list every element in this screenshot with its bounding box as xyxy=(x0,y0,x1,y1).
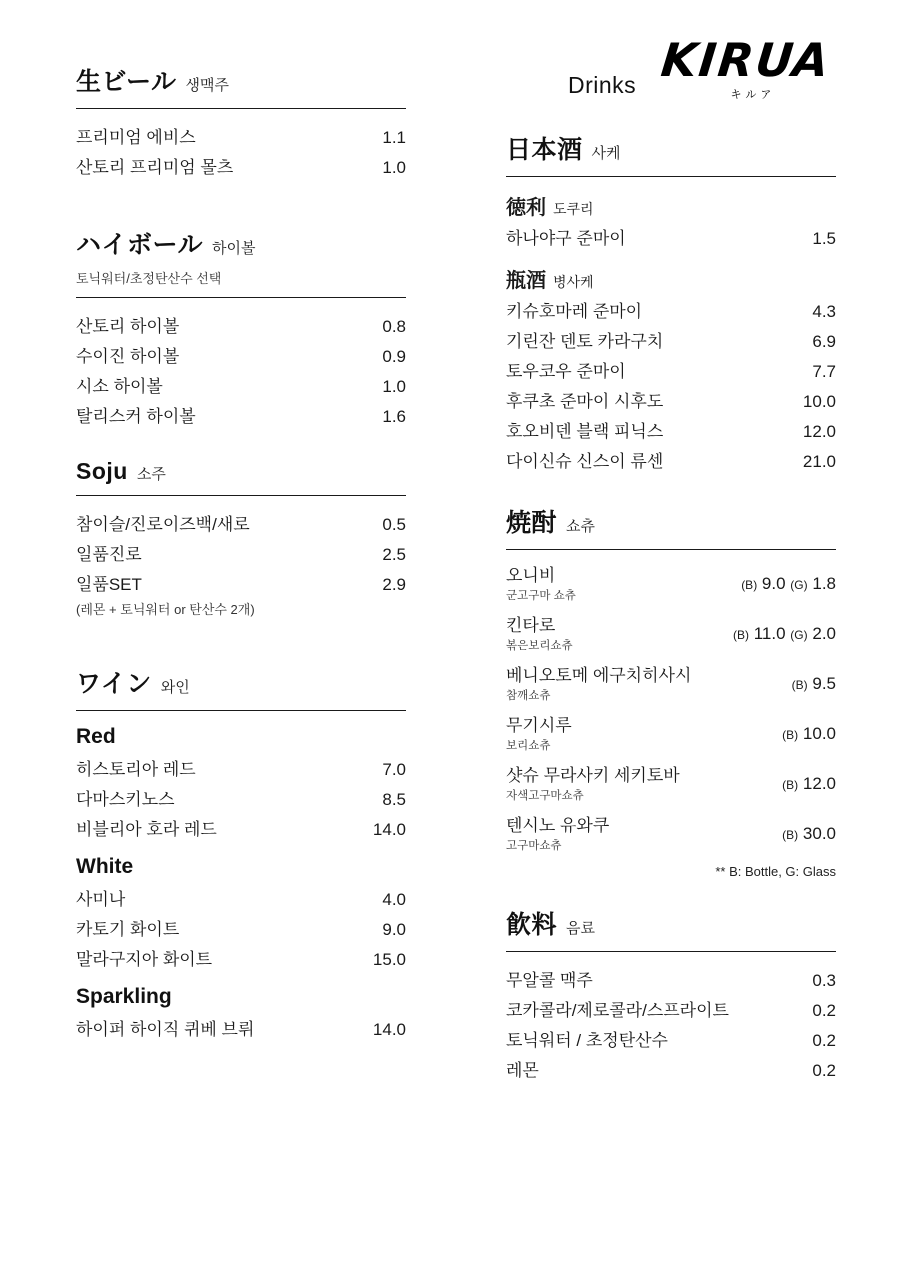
section-soju-title-en: Soju xyxy=(76,458,128,484)
item-price: 12.0 xyxy=(802,422,836,441)
menu-item xyxy=(76,885,406,915)
item-subtitle: 군고구마 쇼츄 xyxy=(506,590,576,602)
item-name: 킨타로 xyxy=(506,616,556,635)
item-price: 2.9 xyxy=(382,575,406,594)
divider xyxy=(76,108,406,109)
item-name: 프리미엄 에비스 xyxy=(76,128,196,147)
section-sake-title-kr: 사케 xyxy=(591,145,621,162)
section-sake-title-jp: 日本酒 xyxy=(506,136,583,164)
section-soft-drinks-title-kr: 음료 xyxy=(566,920,595,937)
item-price: 21.0 xyxy=(802,452,836,471)
item-price: 2.5 xyxy=(382,545,406,564)
item-name: 사미나 xyxy=(76,890,126,909)
item-name: 하나야구 준마이 xyxy=(506,229,626,248)
menu-item xyxy=(76,540,406,570)
item-price: 1.5 xyxy=(812,229,836,248)
item-price: 9.0 xyxy=(382,920,406,939)
item-name: 토닉워터 / 초정탄산수 xyxy=(506,1031,668,1050)
menu-item xyxy=(506,614,836,654)
section-draft-beer-heading xyxy=(76,62,406,98)
item-prices xyxy=(741,564,836,594)
item-name: 코카콜라/제로콜라/스프라이트 xyxy=(506,1001,729,1020)
spacer xyxy=(506,254,836,264)
section-shochu-title-jp: 焼酎 xyxy=(506,509,558,537)
item-name: 시소 하이볼 xyxy=(76,377,163,396)
item-name: 히스토리아 레드 xyxy=(76,760,196,779)
section-wine-title-kr: 와인 xyxy=(160,679,190,696)
bottle-price: 11.0 xyxy=(753,624,786,643)
brand-logo xyxy=(656,33,836,102)
menu-item xyxy=(506,1026,836,1056)
section-highball-heading xyxy=(76,225,406,261)
shochu-footnote: ** B: Bottle, G: Glass xyxy=(715,864,836,879)
section-sake-heading xyxy=(506,130,836,166)
item-price: 0.5 xyxy=(382,515,406,534)
section-wine-title-jp: ワイン xyxy=(76,670,152,698)
menu-item xyxy=(506,447,836,477)
wine-group-red-label: Red xyxy=(76,725,116,748)
glass-tag: (G) xyxy=(790,628,808,642)
sake-group-bottle-kr: 병사케 xyxy=(553,274,594,290)
item-name: 샷슈 무라사키 세키토바 xyxy=(506,766,680,785)
section-wine xyxy=(76,664,406,1045)
item-name: 다마스키노스 xyxy=(76,790,175,809)
bottle-tag: (B) xyxy=(741,578,758,592)
item-name: 카토기 화이트 xyxy=(76,920,180,939)
item-name: 산토리 프리미엄 몰츠 xyxy=(76,158,234,177)
item-subtitle: 참깨쇼츄 xyxy=(506,690,551,702)
glass-price: 2.0 xyxy=(812,624,836,643)
item-price: 14.0 xyxy=(372,1020,406,1039)
item-price: 1.1 xyxy=(382,128,406,147)
menu-item xyxy=(76,342,406,372)
sake-group-bottle-jp: 瓶酒 xyxy=(506,270,546,292)
menu-item xyxy=(76,570,406,600)
menu-item xyxy=(506,714,836,754)
drinks-title: Drinks xyxy=(568,72,637,98)
divider xyxy=(76,710,406,711)
item-price: 7.0 xyxy=(382,760,406,779)
menu-item xyxy=(506,327,836,357)
item-name: 호오비덴 블랙 피닉스 xyxy=(506,422,664,441)
item-name: 비블리아 호라 레드 xyxy=(76,820,217,839)
sake-group-bottle-label xyxy=(506,264,836,293)
item-price: 1.6 xyxy=(382,407,406,426)
section-draft-beer-title-jp: 生ビール xyxy=(76,68,177,96)
spacer xyxy=(506,477,836,503)
section-highball-title-kr: 하이볼 xyxy=(212,240,256,257)
menu-item xyxy=(76,815,406,845)
glass-tag: (G) xyxy=(790,578,808,592)
section-soju-heading xyxy=(76,458,406,485)
bottle-price: 9.5 xyxy=(812,674,836,693)
section-shochu-heading xyxy=(506,503,836,539)
item-price: 0.2 xyxy=(812,1031,836,1050)
section-shochu-title-kr: 쇼츄 xyxy=(566,518,595,535)
menu-item xyxy=(76,785,406,815)
section-draft-beer xyxy=(76,62,406,183)
item-price: 0.8 xyxy=(382,317,406,336)
item-subtitle: 볶은보리쇼츄 xyxy=(506,640,573,652)
bottle-price: 10.0 xyxy=(802,724,836,743)
section-wine-heading xyxy=(76,664,406,700)
spacer xyxy=(76,622,406,664)
menu-item xyxy=(506,1056,836,1086)
brand-logo-text: KIRUA xyxy=(658,33,834,87)
bottle-price: 30.0 xyxy=(802,824,836,843)
bottle-tag: (B) xyxy=(791,678,808,692)
item-name: 수이진 하이볼 xyxy=(76,347,180,366)
spacer xyxy=(76,183,406,225)
item-price: 0.3 xyxy=(812,971,836,990)
bottle-tag: (B) xyxy=(782,728,799,742)
item-price: 1.0 xyxy=(382,377,406,396)
divider xyxy=(506,951,836,952)
soju-set-note: (레몬 + 토닉워터 or 탄산수 2개) xyxy=(76,602,255,617)
section-shochu xyxy=(506,503,836,879)
menu-item xyxy=(76,402,406,432)
menu-item xyxy=(506,564,836,604)
right-column xyxy=(506,130,836,1086)
menu-item xyxy=(506,387,836,417)
bottle-price: 9.0 xyxy=(761,574,786,593)
item-name: 하이퍼 하이직 퀴베 브뤼 xyxy=(76,1020,255,1039)
item-prices xyxy=(792,664,836,694)
item-price: 10.0 xyxy=(802,392,836,411)
item-prices xyxy=(782,764,836,794)
item-name: 일품SET xyxy=(76,575,142,594)
item-subtitle: 보리쇼츄 xyxy=(506,740,551,752)
item-price: 0.9 xyxy=(382,347,406,366)
menu-item xyxy=(76,123,406,153)
section-soft-drinks-title-jp: 飮料 xyxy=(506,911,558,939)
item-name: 텐시노 유와쿠 xyxy=(506,816,610,835)
item-price: 7.7 xyxy=(812,362,836,381)
menu-item xyxy=(506,996,836,1026)
item-price: 0.2 xyxy=(812,1001,836,1020)
section-draft-beer-title-kr: 생맥주 xyxy=(185,77,229,94)
divider xyxy=(506,176,836,177)
section-highball-note: 토닉워터/초정탄산수 선택 xyxy=(76,271,222,286)
item-name: 레몬 xyxy=(506,1061,539,1080)
glass-price: 1.8 xyxy=(812,574,836,593)
menu-item xyxy=(506,357,836,387)
item-name: 다이신슈 신스이 류센 xyxy=(506,452,664,471)
menu-item xyxy=(506,664,836,704)
wine-group-sparkling-label: Sparkling xyxy=(76,985,172,1008)
item-name: 참이슬/진로이즈백/새로 xyxy=(76,515,250,534)
section-soju xyxy=(76,458,406,620)
menu-item xyxy=(506,297,836,327)
menu-item xyxy=(506,224,836,254)
bottle-tag: (B) xyxy=(733,628,749,642)
spacer xyxy=(506,879,836,905)
bottle-tag: (B) xyxy=(782,778,799,792)
item-prices xyxy=(782,814,836,844)
wine-group-white-label: White xyxy=(76,855,134,878)
spacer xyxy=(76,432,406,458)
item-subtitle: 자색고구마쇼츄 xyxy=(506,790,584,802)
bottle-price: 12.0 xyxy=(802,774,836,793)
item-name: 산토리 하이볼 xyxy=(76,317,180,336)
item-price: 8.5 xyxy=(382,790,406,809)
menu-item xyxy=(76,312,406,342)
divider xyxy=(76,495,406,496)
menu-item xyxy=(76,372,406,402)
bottle-tag: (B) xyxy=(782,828,799,842)
item-name: 무기시루 xyxy=(506,716,572,735)
menu-item xyxy=(76,153,406,183)
menu-item xyxy=(506,966,836,996)
left-column xyxy=(76,62,406,1045)
item-name: 일품진로 xyxy=(76,545,142,564)
menu-item xyxy=(76,755,406,785)
menu-item xyxy=(76,915,406,945)
divider xyxy=(506,549,836,550)
item-price: 4.0 xyxy=(382,890,406,909)
section-highball-title-jp: ハイボール xyxy=(76,231,204,259)
section-soft-drinks-heading xyxy=(506,905,836,941)
sake-group-tokkuri-label xyxy=(506,191,836,220)
item-name: 후쿠초 준마이 시후도 xyxy=(506,392,664,411)
item-name: 오니비 xyxy=(506,566,556,585)
divider xyxy=(76,297,406,298)
menu-item xyxy=(76,1015,406,1045)
section-soft-drinks xyxy=(506,905,836,1086)
item-price: 4.3 xyxy=(812,302,836,321)
menu-item xyxy=(76,945,406,975)
item-price: 1.0 xyxy=(382,158,406,177)
menu-item xyxy=(76,510,406,540)
section-highball xyxy=(76,225,406,432)
item-subtitle: 고구마쇼츄 xyxy=(506,840,562,852)
item-prices xyxy=(782,714,836,744)
section-sake xyxy=(506,130,836,477)
item-name: 베니오토메 에구치히사시 xyxy=(506,666,692,685)
sake-group-tokkuri-jp: 徳利 xyxy=(506,197,546,219)
menu-item xyxy=(506,814,836,854)
item-name: 무알콜 맥주 xyxy=(506,971,593,990)
section-soju-title-kr: 소주 xyxy=(136,466,166,483)
menu-header xyxy=(506,33,836,116)
brand-logo-subtext: キルア xyxy=(730,89,776,102)
item-price: 15.0 xyxy=(372,950,406,969)
menu-item xyxy=(506,417,836,447)
spacer xyxy=(76,845,406,855)
spacer xyxy=(76,975,406,985)
item-price: 14.0 xyxy=(372,820,406,839)
item-name: 말라구지아 화이트 xyxy=(76,950,213,969)
item-prices xyxy=(733,614,836,644)
item-name: 탈리스커 하이볼 xyxy=(76,407,196,426)
item-name: 키슈호마레 준마이 xyxy=(506,302,643,321)
sake-group-tokkuri-kr: 도쿠리 xyxy=(553,201,594,217)
item-price: 0.2 xyxy=(812,1061,836,1080)
item-name: 토우코우 준마이 xyxy=(506,362,626,381)
item-name: 기린잔 덴토 카라구치 xyxy=(506,332,664,351)
item-price: 6.9 xyxy=(812,332,836,351)
menu-item xyxy=(506,764,836,804)
